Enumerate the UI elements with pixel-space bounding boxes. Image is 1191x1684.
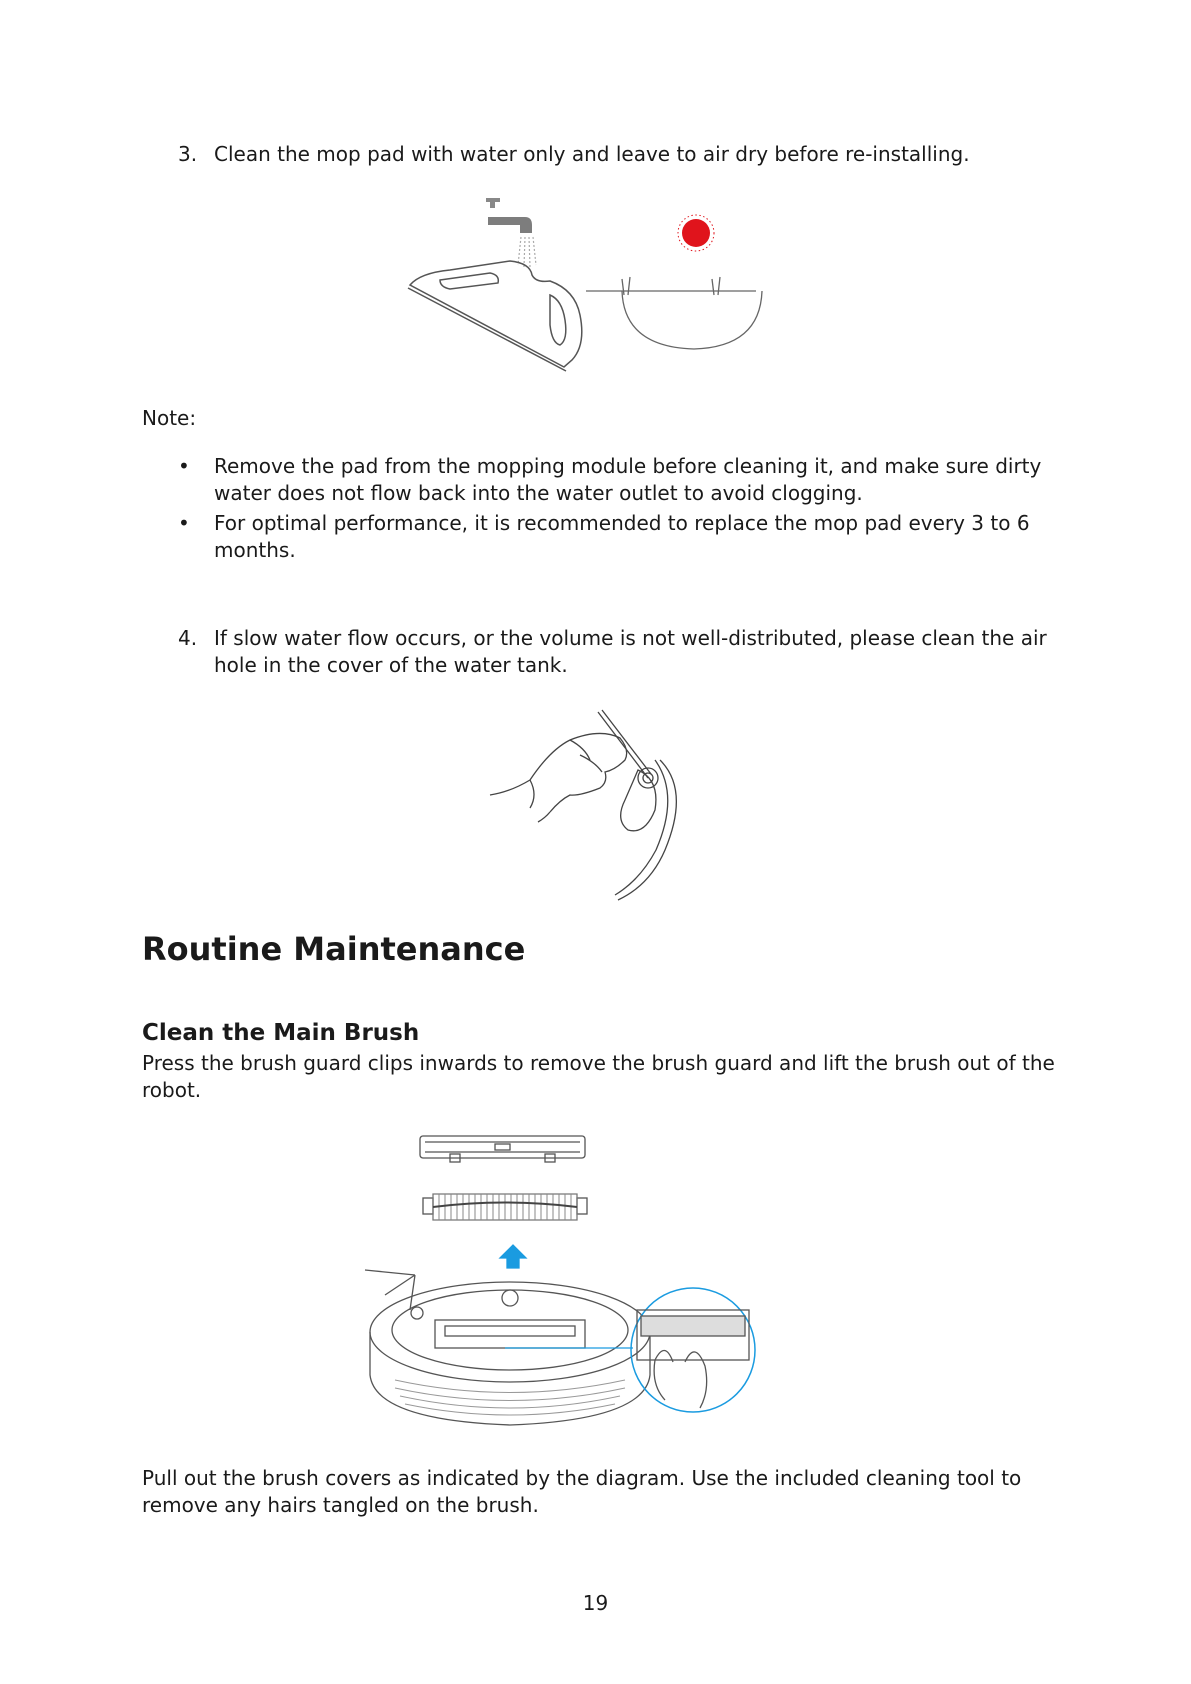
main-brush-removal-illustration (355, 1130, 825, 1430)
drying-line-icon (586, 277, 762, 349)
air-hole-cleaning-illustration (490, 700, 710, 905)
mop-pad-icon (408, 261, 582, 371)
main-brush-paragraph-1: Press the brush guard clips inwards to remove the brush guard and lift the brush out of the robot. (142, 1051, 1055, 1102)
robot-vacuum-icon (365, 1270, 650, 1425)
step-4-number: 4. (178, 626, 198, 650)
brush-guard-icon (420, 1136, 585, 1162)
note-bullet-1: Remove the pad from the mopping module before cleaning it, and make sure dirty water does not flow back into the water outlet to avoid clogging. (214, 454, 1042, 505)
bullet-marker: • (178, 454, 190, 478)
step-3-number: 3. (178, 142, 198, 166)
note-bullet-2: For optimal performance, it is recommended to replace the mop pad every 3 to 6 months. (214, 511, 1030, 562)
page-number: 19 (582, 1591, 609, 1615)
step-3-text: Clean the mop pad with water only and leave to air dry before re-installing. (214, 142, 970, 166)
mop-pad-washing-illustration (400, 195, 790, 375)
main-brush-icon (423, 1194, 587, 1220)
subsection-title: Clean the Main Brush (142, 1020, 420, 1046)
section-title: Routine Maintenance (142, 930, 526, 968)
note-label: Note: (142, 406, 197, 430)
step-4-text: If slow water flow occurs, or the volume is not well-distributed, please clean the air hole in the cover of the water tank. (214, 626, 1047, 677)
main-brush-paragraph-2: Pull out the brush covers as indicated by the diagram. Use the included cleaning tool to remove any hairs tangled on the brush. (142, 1466, 1022, 1517)
bullet-marker: • (178, 511, 190, 535)
sun-drying-icon (678, 215, 714, 251)
lift-up-arrow-icon (500, 1245, 526, 1268)
faucet-icon (486, 198, 536, 267)
